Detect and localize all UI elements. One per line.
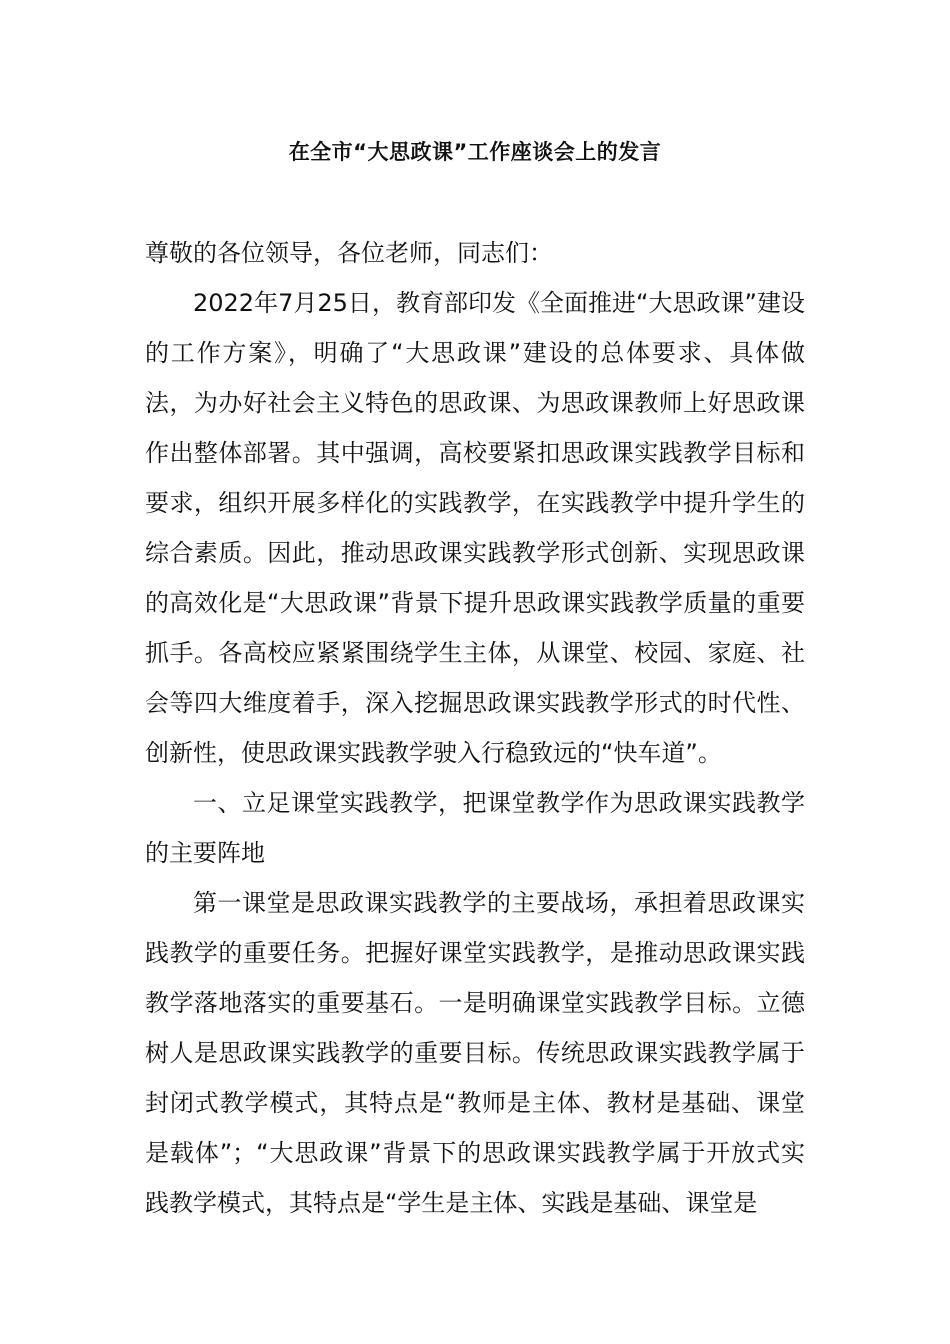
document-body	[145, 228, 805, 1228]
salutation: 尊敬的各位领导，各位老师，同志们：	[145, 239, 553, 267]
section-heading-1: 一、立足课堂实践教学，把课堂教学作为思政课实践教学的主要阵地	[145, 789, 805, 867]
document-title: 在全市“大思政课”工作座谈会上的发言	[288, 140, 662, 164]
paragraph-intro: 2022年7月25日，教育部印发《全面推进“大思政课”建设的工作方案》，明确了“大思政课”建设的总体要求、具体做法，为办好社会主义特色的思政课、为思政课教师上好思政课作出整体部署。其中强调，高校要紧扣思政课实践教学目标和要求，组织开展多样化的实践教学，在实践教学中提升学生的综合素质。因此，推动思政课实践教学形式创新、实现思政课的高效化是“大思政课”背景下提升思政课实践教学质量的重要抓手。各高校应紧紧围绕学生主体，从课堂、校园、家庭、社会等四大维度着手，深入挖掘思政课实践教学形式的时代性、创新性，使思政课实践教学驶入行稳致远的“快车道”。	[145, 289, 805, 767]
paragraph-classroom: 第一课堂是思政课实践教学的主要战场，承担着思政课实践教学的重要任务。把握好课堂实践教学，是推动思政课实践教学落地落实的重要基石。一是明确课堂实践教学目标。立德树人是思政课实践教学的重要目标。传统思政课实践教学属于封闭式教学模式，其特点是“教师是主体、教材是基础、课堂是载体”；“大思政课”背景下的思政课实践教学属于开放式实践教学模式，其特点是“学生是主体、实践是基础、课堂是	[145, 889, 805, 1217]
